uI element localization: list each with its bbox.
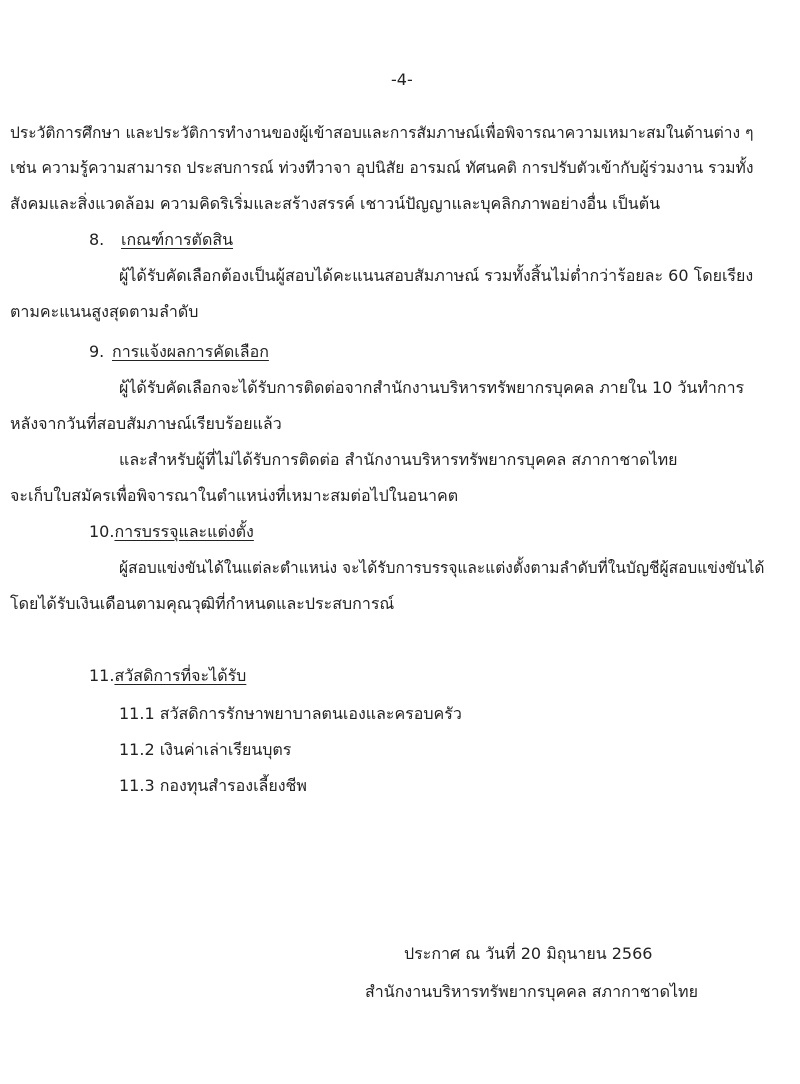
section-8-line: ผู้ได้รับคัดเลือกต้องเป็นผู้สอบได้คะแนนสอบสัมภาษณ์ รวมทั้งสิ้นไม่ต่ำกว่าร้อยละ 60 โดยเรียง — [119, 266, 754, 285]
section-11-heading — [89, 664, 246, 688]
section-10-heading — [89, 520, 254, 544]
section-9-line: และสำหรับผู้ที่ไม่ได้รับการติดต่อ สำนักงานบริหารทรัพยากรบุคคล สภากาชาดไทย — [119, 450, 678, 469]
section-9-line: ผู้ได้รับคัดเลือกจะได้รับการติดต่อจากสำนักงานบริหารทรัพยากรบุคคล ภายใน 10 วันทำการ — [119, 378, 745, 397]
page-number: -4- — [391, 70, 413, 89]
section-9-heading — [89, 340, 269, 364]
intro-line: สังคมและสิ่งแวดล้อม ความคิดริเริ่มและสร้างสรรค์ เชาวน์ปัญญาและบุคลิกภาพอย่างอื่น เป็นต้น — [10, 194, 661, 213]
section-9-line: จะเก็บใบสมัครเพื่อพิจารณาในตำแหน่งที่เหมาะสมต่อไปในอนาคต — [10, 486, 459, 505]
section-9-title: การแจ้งผลการคัดเลือก — [112, 342, 269, 361]
section-11-title: สวัสดิการที่จะได้รับ — [114, 666, 247, 685]
section-10-number: 10. — [89, 522, 115, 541]
intro-line: ประวัติการศึกษา และประวัติการทำงานของผู้เข้าสอบและการสัมภาษณ์เพื่อพิจารณาความเหมาะสมในด้านต่าง ๆ — [10, 124, 754, 142]
section-11-number: 11. — [89, 666, 115, 685]
announcement-issuer: สำนักงานบริหารทรัพยากรบุคคล สภากาชาดไทย — [365, 982, 698, 1001]
section-9-number: 9. — [89, 342, 105, 361]
section-8-heading — [89, 228, 233, 252]
benefit-item: 11.3 กองทุนสำรองเลี้ยงชีพ — [119, 776, 307, 795]
section-8-number: 8. — [89, 230, 105, 249]
section-10-line: ผู้สอบแข่งขันได้ในแต่ละตำแหน่ง จะได้รับการบรรจุและแต่งตั้งตามลำดับที่ในบัญชีผู้สอบแข่งขันได้ — [119, 559, 765, 577]
benefit-item: 11.1 สวัสดิการรักษาพยาบาลตนเองและครอบครัว — [119, 704, 462, 723]
intro-line: เช่น ความรู้ความสามารถ ประสบการณ์ ท่วงทีวาจา อุปนิสัย อารมณ์ ทัศนคติ การปรับตัวเข้ากับผู้ร่วมงาน รวมทั้ง — [10, 159, 754, 177]
section-8-title: เกณฑ์การตัดสิน — [121, 230, 234, 249]
benefit-item: 11.2 เงินค่าเล่าเรียนบุตร — [119, 740, 292, 759]
section-9-line: หลังจากวันที่สอบสัมภาษณ์เรียบร้อยแล้ว — [10, 414, 282, 433]
section-8-line: ตามคะแนนสูงสุดตามลำดับ — [10, 302, 199, 321]
section-10-line: โดยได้รับเงินเดือนตามคุณวุฒิที่กำหนดและประสบการณ์ — [10, 594, 395, 613]
announcement-date: ประกาศ ณ วันที่ 20 มิถุนายน 2566 — [404, 944, 653, 963]
section-10-title: การบรรจุและแต่งตั้ง — [114, 522, 254, 541]
